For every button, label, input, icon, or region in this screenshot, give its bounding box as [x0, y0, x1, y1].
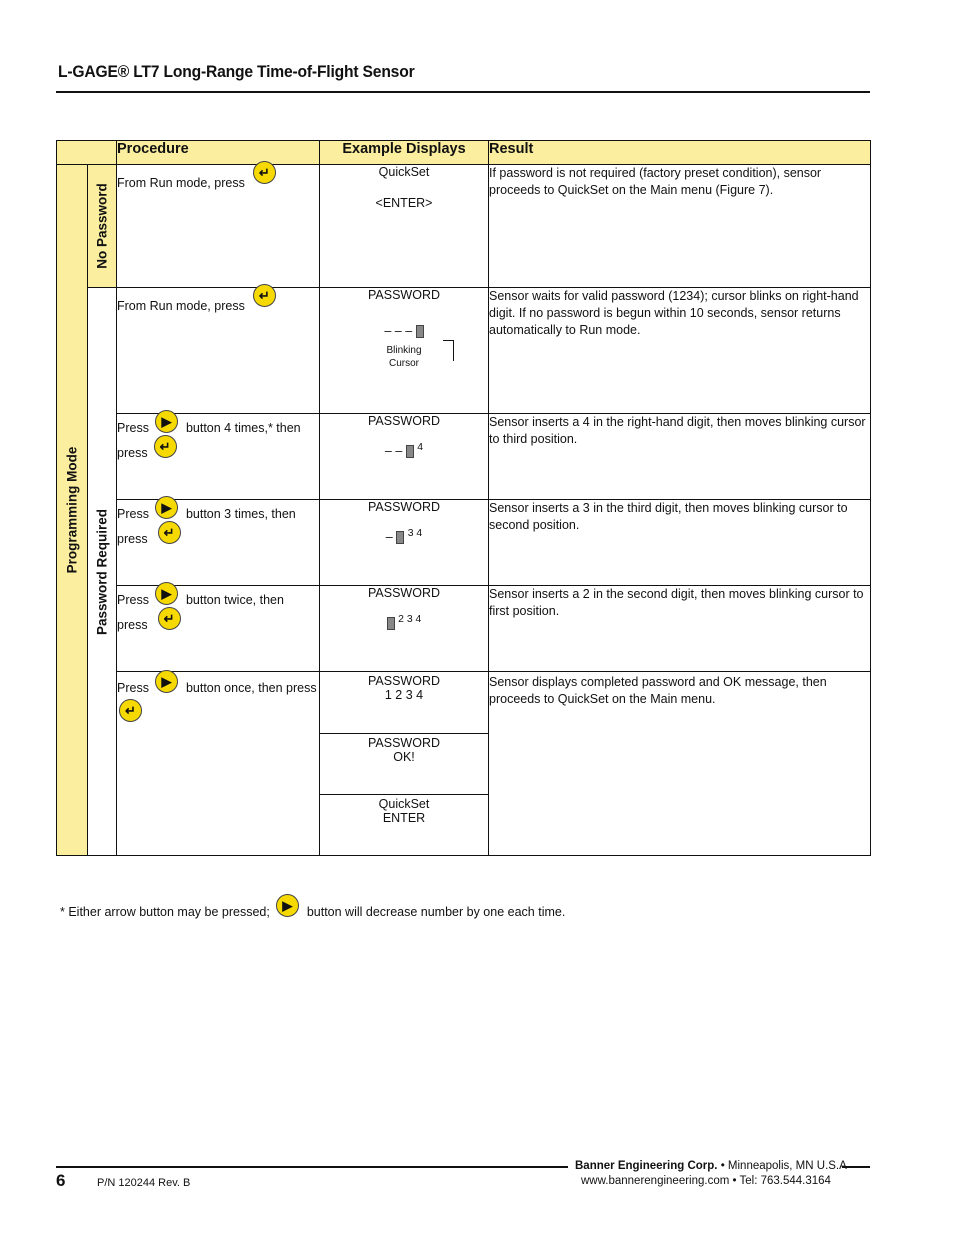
table-row [57, 500, 871, 586]
right-arrow-button-icon: ▶ [155, 496, 178, 519]
display-line: PASSWORD [368, 736, 440, 750]
table-row [57, 414, 871, 500]
display-line: PASSWORD [368, 414, 440, 428]
no-password-label: No Password [94, 183, 110, 269]
column-header-result: Result [489, 141, 871, 165]
display-digits: 3 4 [407, 528, 423, 539]
procedure-text: button 4 times,* then [185, 421, 301, 435]
no-password-label-cell [88, 165, 117, 288]
blinking-cursor-icon [396, 531, 404, 544]
procedure-cell [117, 500, 320, 586]
programming-mode-label-cell [57, 165, 88, 856]
cursor-note-line: Cursor [388, 358, 419, 370]
procedure-cell [117, 165, 320, 288]
display-dashes: – – [384, 444, 403, 459]
procedure-text: Press [117, 681, 149, 695]
display-dashes: – – – [384, 324, 413, 338]
display-box [320, 794, 488, 855]
procedure-cell [117, 586, 320, 672]
display-line: PASSWORD [368, 586, 440, 600]
result-cell: Sensor displays completed password and OK message, then proceeds to QuickSet on the Main menu. [489, 672, 871, 856]
enter-button-icon: ↵ [158, 521, 181, 544]
display-cell [320, 165, 489, 288]
display-cell [320, 672, 489, 856]
display-dashes: – [385, 530, 393, 545]
procedure-text: Press [117, 507, 149, 521]
header-rule [56, 91, 870, 93]
display-line: OK! [393, 750, 415, 764]
result-cell: Sensor inserts a 4 in the right-hand digit, then moves blinking cursor to third position. [489, 414, 871, 500]
cursor-note-line: Blinking [386, 345, 422, 357]
display-cell [320, 288, 489, 414]
page-number: 6 [56, 1171, 66, 1190]
cursor-note [320, 344, 488, 370]
table-row [57, 288, 871, 414]
display-line: ENTER [382, 811, 426, 825]
enter-button-icon: ↵ [158, 607, 181, 630]
procedure-text: Press [117, 421, 149, 435]
cursor-callout-bracket [443, 340, 454, 361]
procedure-text: From Run mode, press [117, 299, 245, 313]
display-cell [320, 500, 489, 586]
result-cell: If password is not required (factory preset condition), sensor proceeds to QuickSet on the Main menu (Figure 7). [489, 165, 871, 288]
result-cell: Sensor inserts a 3 in the third digit, then moves blinking cursor to second position. [489, 500, 871, 586]
display-line: PASSWORD [368, 674, 440, 688]
procedure-cell [117, 414, 320, 500]
password-required-label-cell [88, 288, 117, 856]
enter-button-icon: ↵ [253, 161, 276, 184]
procedure-cell [117, 288, 320, 414]
blinking-cursor-icon [406, 445, 414, 458]
procedure-cell [117, 672, 320, 856]
display-line: PASSWORD [368, 288, 440, 302]
company-line [575, 1160, 847, 1172]
right-arrow-button-icon: ▶ [155, 670, 178, 693]
enter-button-icon: ↵ [154, 435, 177, 458]
right-arrow-button-icon: ▶ [155, 582, 178, 605]
footnote-text: * Either arrow button may be pressed; [60, 905, 270, 919]
page-header-title: L-GAGE® LT7 Long-Range Time-of-Flight Sensor [58, 62, 415, 81]
display-cell [320, 414, 489, 500]
display-line: <ENTER> [375, 196, 433, 210]
blinking-cursor-icon [416, 325, 424, 338]
column-header-example-displays: Example Displays [320, 141, 489, 165]
enter-button-icon: ↵ [119, 699, 142, 722]
procedure-text: press [117, 446, 148, 460]
footnote [60, 897, 566, 919]
column-header-procedure: Procedure [117, 141, 320, 165]
display-digits: 2 3 4 [398, 614, 422, 625]
right-arrow-button-icon: ▶ [276, 894, 299, 917]
procedure-text: Press [117, 593, 149, 607]
web-contact-line: www.bannerengineering.com • Tel: 763.544.3164 [581, 1175, 831, 1187]
header-blank-cell [57, 141, 117, 165]
company-name: Banner Engineering Corp. [575, 1160, 718, 1172]
table-row [57, 165, 871, 288]
procedure-text: From Run mode, press [117, 176, 245, 190]
procedure-text: button twice, then [185, 593, 284, 607]
display-line: 1 2 3 4 [384, 688, 424, 702]
display-box [320, 672, 488, 733]
display-digits: 4 [417, 442, 424, 453]
password-procedure-table [56, 140, 871, 856]
programming-mode-label: Programming Mode [64, 446, 80, 574]
table-row [57, 672, 871, 856]
company-location: • Minneapolis, MN U.S.A [720, 1160, 847, 1172]
enter-button-icon: ↵ [253, 284, 276, 307]
footer-rule [56, 1166, 568, 1168]
password-required-label: Password Required [94, 508, 110, 635]
procedure-text: button once, then press [185, 681, 317, 695]
display-line: QuickSet [378, 165, 430, 179]
result-cell: Sensor inserts a 2 in the second digit, then moves blinking cursor to first position. [489, 586, 871, 672]
table-row [57, 586, 871, 672]
result-cell: Sensor waits for valid password (1234); cursor blinks on right-hand digit. If no password is begun within 10 seconds, sensor returns automatically to Run mode. [489, 288, 871, 414]
footnote-text: button will decrease number by one each time. [306, 905, 566, 919]
procedure-text: button 3 times, then [185, 507, 296, 521]
procedure-text: press [117, 618, 148, 632]
display-box [320, 733, 488, 794]
display-line: PASSWORD [368, 500, 440, 514]
display-line: QuickSet [378, 797, 430, 811]
procedure-text: press [117, 532, 148, 546]
right-arrow-button-icon: ▶ [155, 410, 178, 433]
part-number: P/N 120244 Rev. B [97, 1177, 191, 1189]
display-cell [320, 586, 489, 672]
blinking-cursor-icon [387, 617, 395, 630]
